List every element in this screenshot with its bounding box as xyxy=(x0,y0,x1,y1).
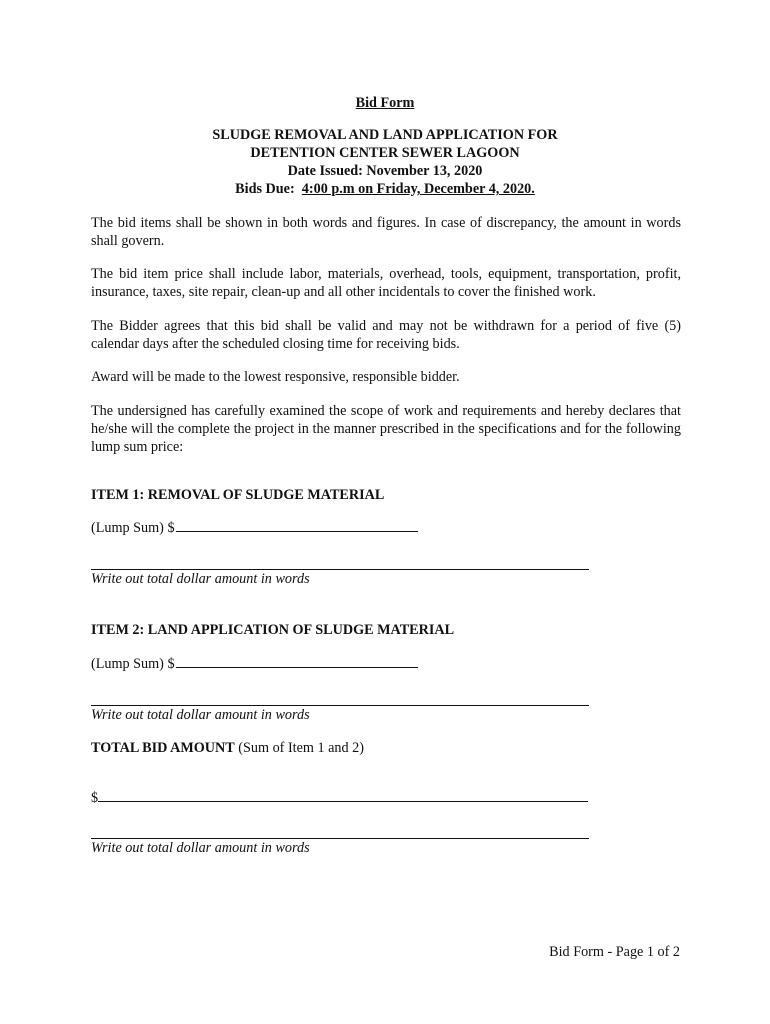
paragraph-declaration: The undersigned has carefully examined the scope of work and requirements and hereby declares that he/she will the complete the project in the manner prescribed in the specifications and for the following lump sum price: xyxy=(91,403,681,455)
paragraph-price-includes: The bid item price shall include labor, materials, overhead, tools, equipment, transportation, profit, insurance, taxes, site repair, clean-up and all other incidentals to cover the finished work. xyxy=(91,266,681,300)
form-title: Bid Form xyxy=(355,95,415,111)
total-heading xyxy=(91,740,364,757)
project-title-line2: DETENTION CENTER SEWER LAGOON xyxy=(250,145,520,161)
item1-heading: ITEM 1: REMOVAL OF SLUDGE MATERIAL xyxy=(91,487,385,503)
date-issued: Date Issued: November 13, 2020 xyxy=(287,163,483,179)
item1-words-caption: Write out total dollar amount in words xyxy=(91,571,310,587)
item1-words-field[interactable] xyxy=(91,569,589,570)
bids-due xyxy=(0,181,770,198)
total-amount-row xyxy=(91,789,588,807)
total-words-field[interactable] xyxy=(91,838,589,839)
total-heading-note: (Sum of Item 1 and 2) xyxy=(234,740,364,756)
item1-amount-field[interactable] xyxy=(176,519,418,532)
page-footer: Bid Form - Page 1 of 2 xyxy=(549,944,680,960)
paragraph-award: Award will be made to the lowest responsive, responsible bidder. xyxy=(91,369,460,385)
item2-heading: ITEM 2: LAND APPLICATION OF SLUDGE MATERIAL xyxy=(91,622,455,638)
total-words-caption: Write out total dollar amount in words xyxy=(91,840,310,856)
paragraph-discrepancy: The bid items shall be shown in both words and figures. In case of discrepancy, the amount in words shall govern. xyxy=(91,215,681,249)
item1-lump-sum-label: (Lump Sum) $ xyxy=(91,520,175,536)
item2-words-caption: Write out total dollar amount in words xyxy=(91,707,310,723)
bids-due-label: Bids Due: xyxy=(235,181,302,197)
project-title-line1: SLUDGE REMOVAL AND LAND APPLICATION FOR xyxy=(212,127,558,143)
item1-lump-sum-row xyxy=(91,519,418,537)
paragraph-validity: The Bidder agrees that this bid shall be valid and may not be withdrawn for a period of five (5) calendar days after the scheduled closing time for receiving bids. xyxy=(91,318,681,352)
item2-lump-sum-row xyxy=(91,655,418,673)
total-heading-label: TOTAL BID AMOUNT xyxy=(91,740,235,756)
total-amount-field[interactable] xyxy=(98,789,588,802)
total-dollar-sign: $ xyxy=(91,790,99,806)
item2-lump-sum-label: (Lump Sum) $ xyxy=(91,656,175,672)
item2-amount-field[interactable] xyxy=(176,655,418,668)
item2-words-field[interactable] xyxy=(91,705,589,706)
bids-due-value: 4:00 p.m on Friday, December 4, 2020. xyxy=(301,181,535,197)
